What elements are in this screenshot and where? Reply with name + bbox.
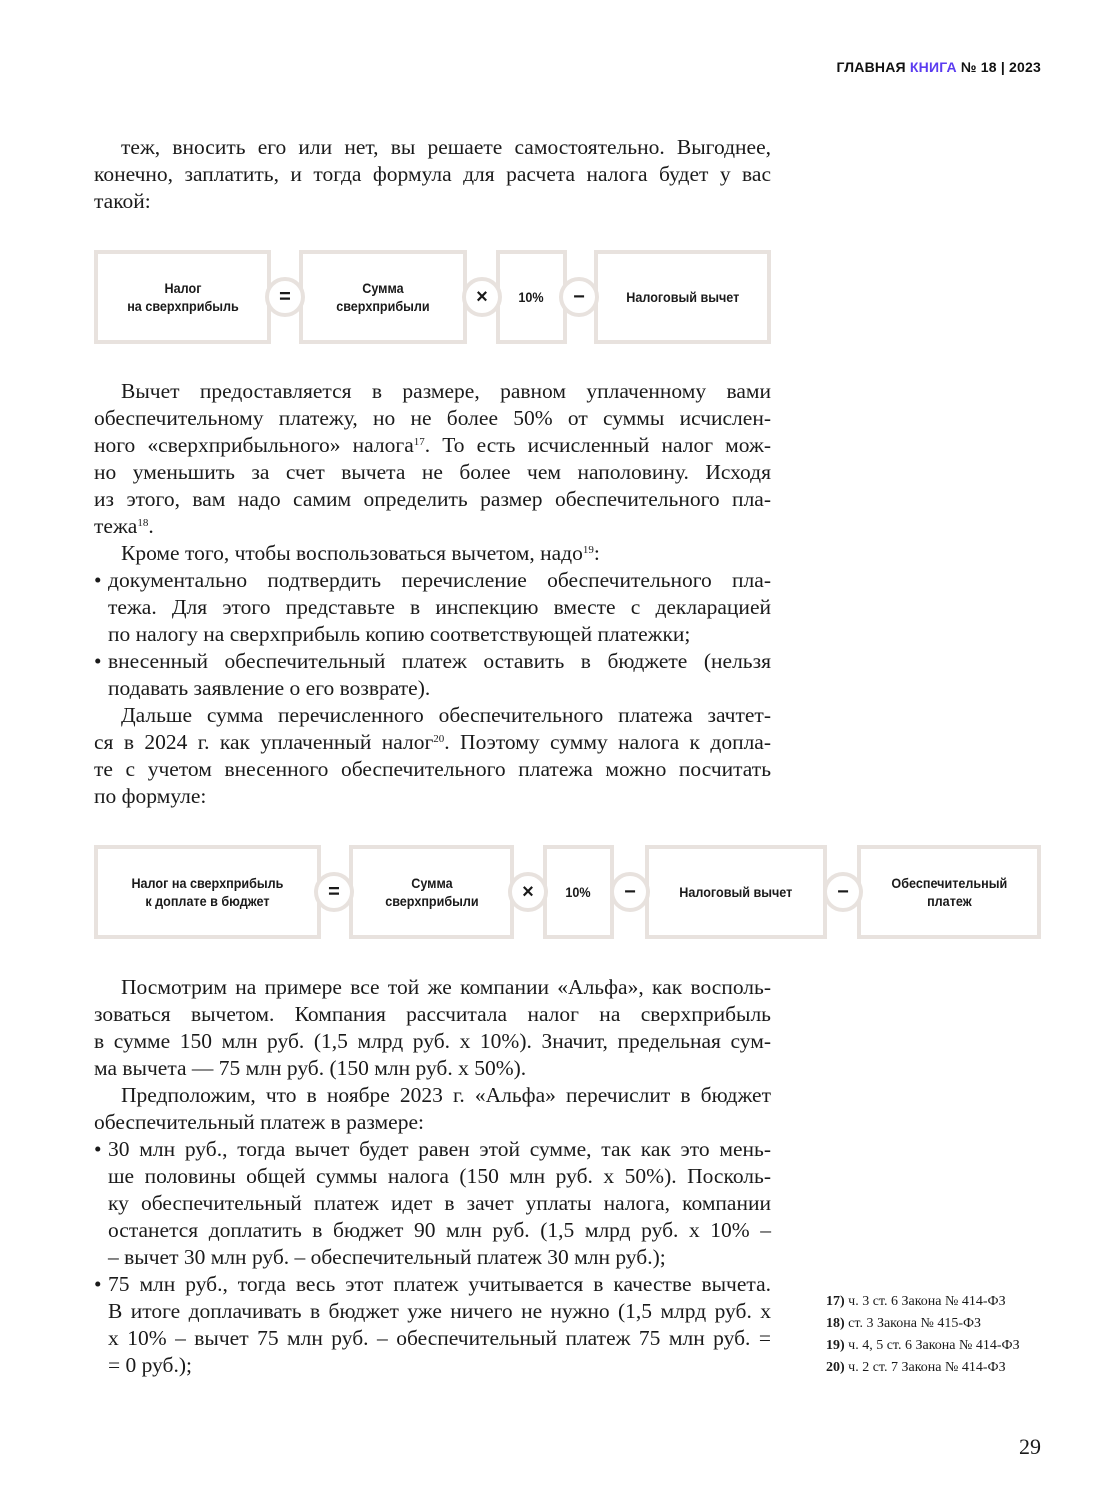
- text-line: теж, вносить его или нет, вы решаете самостоятельно. Выгоднее,: [121, 135, 771, 159]
- brand-part2: КНИГА: [909, 59, 957, 75]
- text-line: – вычет 30 млн руб. – обеспечительный платеж 30 млн руб.);: [108, 1245, 666, 1269]
- text-line: Кроме того, чтобы воспользоваться вычетом, надо$^{19}$:: [121, 541, 600, 565]
- text-line: • 30 млн руб., тогда вычет будет равен этой сумме, так как это мень-: [94, 1136, 771, 1163]
- paragraph-block-2: [94, 378, 771, 810]
- footnote: [826, 1335, 1020, 1357]
- formula-box-label: Сумма сверхприбыли: [336, 280, 430, 314]
- list-item: [94, 567, 771, 648]
- formula-box: [857, 845, 1041, 939]
- footnote-number: 17): [826, 1294, 845, 1309]
- footnote-text: ч. 3 ст. 6 Закона № 414-ФЗ: [844, 1294, 1006, 1309]
- formula-box: [543, 845, 614, 939]
- text-line: обеспечительному платежу, но не более 50% от суммы исчислен-: [94, 406, 771, 430]
- text-line: = 0 руб.);: [108, 1353, 193, 1377]
- text-line: тежа. Для этого представьте в инспекцию вместе с декларацией: [108, 595, 771, 619]
- footnote-number: 19): [826, 1338, 845, 1353]
- text-line: Дальше сумма перечисленного обеспечительного платежа зачтет-: [121, 703, 771, 727]
- formula-box: [645, 845, 827, 939]
- formula-box-label: Налоговый вычет: [679, 884, 793, 900]
- footnote-text: ст. 3 Закона № 415-ФЗ: [844, 1316, 982, 1331]
- text-line: Посмотрим на примере все той же компании «Альфа», как восполь-: [121, 975, 771, 999]
- formula-box: [594, 250, 771, 344]
- text-line: конечно, заплатить, и тогда формула для расчета налога будет у вас: [94, 162, 771, 186]
- text-line: по налогу на сверхприбыль копию соответствующей платежки;: [108, 622, 691, 646]
- formula-box-label: Налог на сверхприбыль: [126, 280, 239, 314]
- text-line: останется доплатить в бюджет 90 млн руб. (1,5 млрд руб. х 10% –: [108, 1218, 771, 1242]
- text-line: • документально подтвердить перечисление обеспечительного пла-: [94, 567, 771, 594]
- footnote: [826, 1313, 1020, 1335]
- paragraph: [94, 1082, 771, 1136]
- text-line: ма вычета — 75 млн руб. (150 млн руб. х 50%).: [94, 1056, 527, 1080]
- list-item: [94, 1136, 771, 1271]
- footnotes: [826, 1291, 1020, 1379]
- operator-circle: ×: [508, 872, 548, 912]
- paragraph: [94, 540, 771, 567]
- formula-box: [299, 250, 467, 344]
- text-line: подавать заявление о его возврате).: [108, 676, 431, 700]
- formula-box: [94, 845, 321, 939]
- footnote: [826, 1291, 1020, 1313]
- formula-box-label: Налог на сверхприбыль к доплате в бюджет: [131, 875, 284, 909]
- formula-box-label: Налоговый вычет: [625, 289, 740, 305]
- text-line: те с учетом внесенного обеспечительного платежа можно посчитать: [94, 757, 771, 781]
- paragraph: [94, 702, 771, 810]
- operator-circle: −: [559, 277, 599, 317]
- text-line: х 10% – вычет 75 млн руб. – обеспечительный платеж 75 млн руб. =: [108, 1326, 771, 1350]
- text-line: зоваться вычетом. Компания рассчитала налог на сверхприбыль: [94, 1002, 771, 1026]
- footnote-number: 20): [826, 1360, 845, 1375]
- paragraph: [94, 378, 771, 540]
- page-number: 29: [1019, 1434, 1041, 1459]
- footnote-ref: 17: [413, 436, 425, 448]
- formula-box: [349, 845, 514, 939]
- formula-box-label: Обеспечительный платеж: [891, 875, 1007, 909]
- paragraph: [94, 134, 771, 215]
- list-item: [94, 648, 771, 702]
- paragraph: [94, 974, 771, 1082]
- text-line: в сумме 150 млн руб. (1,5 млрд руб. х 10%). Значит, предельная сум-: [94, 1029, 771, 1053]
- formula-box-label: 10%: [565, 884, 592, 900]
- footnote-ref: 20: [433, 733, 445, 745]
- list-item: [94, 1271, 771, 1379]
- paragraph-block-3: [94, 974, 771, 1379]
- text-line: ся в 2024 г. как уплаченный налог$^{20}$. Поэтому сумму налога к допла-: [94, 730, 772, 754]
- brand-part1: ГЛАВНАЯ: [836, 59, 906, 75]
- footnote-text: ч. 4, 5 ст. 6 Закона № 414-ФЗ: [844, 1338, 1020, 1353]
- text-line: тежа$^{18}$.: [94, 514, 154, 538]
- operator-circle: −: [610, 872, 650, 912]
- operator-circle: =: [314, 872, 354, 912]
- operator-circle: −: [823, 872, 863, 912]
- formula-box: [94, 250, 271, 344]
- formula-box-label: Сумма сверхприбыли: [384, 875, 479, 909]
- text-line: Предположим, что в ноябре 2023 г. «Альфа» перечислит в бюджет: [121, 1083, 771, 1107]
- text-line: из этого, вам надо самим определить размер обеспечительного пла-: [94, 487, 771, 511]
- footnote-ref: 18: [137, 517, 149, 529]
- footnote-ref: 19: [582, 544, 594, 556]
- text-line: • 75 млн руб., тогда весь этот платеж учитывается в качестве вычета.: [94, 1271, 771, 1298]
- operator-circle: ×: [462, 277, 502, 317]
- text-line: обеспечительный платеж в размере:: [94, 1110, 424, 1134]
- text-line: В итоге доплачивать в бюджет уже ничего не нужно (1,5 млрд руб. х: [108, 1299, 771, 1323]
- text-line: но уменьшить за счет вычета не более чем наполовину. Исходя: [94, 460, 771, 484]
- text-line: по формуле:: [94, 784, 207, 808]
- footnote-number: 18): [826, 1316, 845, 1331]
- formula-box-label: 10%: [518, 289, 545, 305]
- operator-circle: =: [265, 277, 305, 317]
- issue-number: № 18 | 2023: [960, 59, 1041, 75]
- formula-box: [496, 250, 567, 344]
- text-line: ше половины общей суммы налога (150 млн руб. х 50%). Посколь-: [108, 1164, 771, 1188]
- footnote: [826, 1357, 1020, 1379]
- text-line: • внесенный обеспечительный платеж оставить в бюджете (нельзя: [94, 648, 771, 675]
- paragraph-block-1: [94, 134, 771, 215]
- text-line: ного «сверхприбыльного» налога$^{17}$. То есть исчисленный налог мож-: [94, 433, 771, 457]
- text-line: ку обеспечительный платеж идет в зачет уплаты налога, компании: [108, 1191, 771, 1215]
- text-line: Вычет предоставляется в размере, равном уплаченному вами: [121, 379, 771, 403]
- text-line: такой:: [94, 189, 151, 213]
- footnote-text: ч. 2 ст. 7 Закона № 414-ФЗ: [844, 1360, 1006, 1375]
- running-header: [836, 59, 1041, 75]
